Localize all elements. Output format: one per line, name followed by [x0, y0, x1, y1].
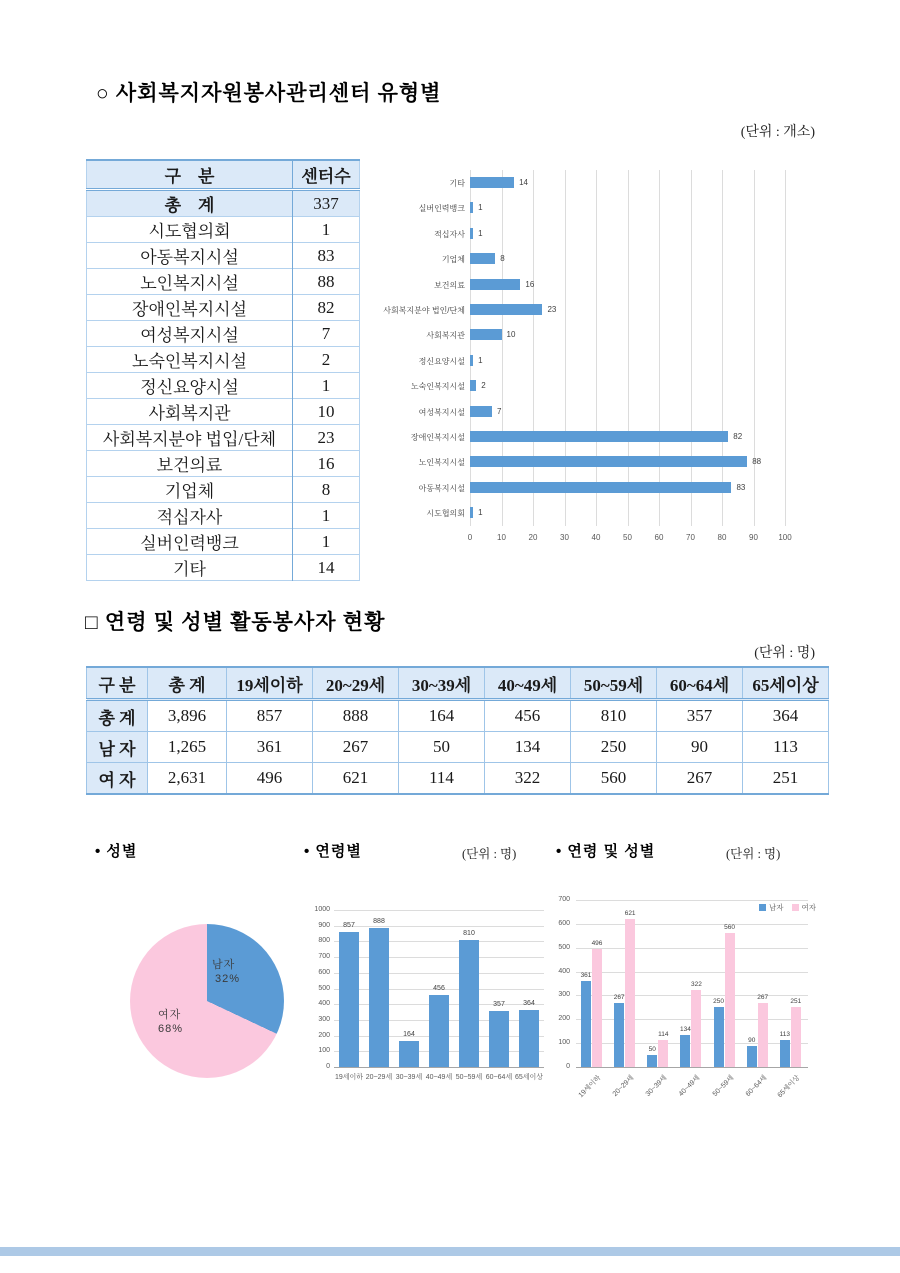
table1-category-cell: 보건의료	[87, 451, 293, 477]
bar	[725, 933, 735, 1067]
x-category-label: 19세이하	[577, 1074, 603, 1100]
bar-value-label: 267	[757, 994, 769, 1002]
table1-row	[87, 217, 360, 243]
table1-category-cell: 사회복지분야 법입/단체	[87, 425, 293, 451]
table1-category-cell: 아동복지시설	[87, 243, 293, 269]
bar	[747, 1046, 757, 1067]
bar-value-label: 560	[724, 924, 735, 932]
bar-value-label: 134	[679, 1026, 691, 1034]
bar-value-label: 857	[343, 922, 355, 930]
age-gender-table	[86, 666, 829, 795]
bar	[691, 990, 701, 1067]
table1-row	[87, 295, 360, 321]
bar	[581, 981, 591, 1067]
bar-value-label: 810	[463, 929, 475, 937]
y-tick-label: 900	[318, 921, 330, 929]
y-tick-label: 600	[558, 919, 570, 927]
bar-value-label: 10	[506, 330, 516, 340]
bar	[470, 253, 495, 264]
table2-value-cell: 361	[227, 732, 313, 763]
table2-header-cell: 20~29세	[313, 667, 399, 700]
age-chart-unit-label: (단위 : 명)	[462, 847, 517, 861]
x-gridline	[470, 170, 471, 526]
section1-title: ○ 사회복지자원봉사관리센터 유형별	[96, 81, 442, 105]
pie-chart-title: • 성별	[95, 843, 138, 860]
bar-value-label: 357	[493, 1000, 505, 1008]
y-tick-label: 400	[558, 967, 570, 975]
bar-category-label: 아동복지시설	[418, 483, 465, 493]
table1-value-cell: 16	[317, 453, 335, 473]
bar	[470, 507, 473, 518]
y-tick-label: 300	[558, 991, 570, 999]
bar	[459, 940, 479, 1067]
x-tick-label: 80	[717, 532, 727, 542]
chart-legend	[759, 902, 816, 913]
table2-value-cell: 810	[571, 700, 657, 732]
section2-unit-label: (단위 : 명)	[754, 646, 815, 661]
x-category-label: 65세이상	[514, 1074, 544, 1081]
bar-value-label: 16	[525, 279, 535, 289]
y-gridline	[334, 957, 544, 958]
y-gridline	[334, 941, 544, 942]
x-tick-label: 50	[623, 532, 632, 542]
bar	[470, 482, 731, 493]
bar	[470, 177, 514, 188]
y-gridline	[334, 1067, 544, 1068]
y-gridline	[576, 972, 808, 973]
table1-category-cell: 실버인력뱅크	[87, 529, 293, 555]
bar-value-label: 114	[658, 1030, 669, 1038]
table1-category-cell: 총 계	[87, 190, 293, 217]
bar-value-label: 456	[433, 985, 445, 993]
x-gridline	[596, 170, 597, 526]
x-category-label: 60~64세	[744, 1074, 769, 1099]
table1-row	[87, 555, 360, 581]
y-tick-label: 500	[318, 984, 330, 992]
pie-value-female: 68%	[158, 1023, 184, 1035]
x-tick-label: 100	[778, 532, 792, 542]
y-tick-label: 400	[318, 1000, 330, 1008]
bar-value-label: 8	[500, 254, 505, 264]
table2-label-cell: 여 자	[87, 763, 148, 795]
y-gridline	[334, 926, 544, 927]
table2-header-cell: 50~59세	[571, 667, 657, 700]
y-gridline	[334, 973, 544, 974]
table2-row	[87, 700, 829, 732]
bar	[791, 1007, 801, 1067]
table1-value-cell: 1	[321, 219, 331, 239]
table1-category-cell: 적십자사	[87, 503, 293, 529]
bar	[592, 949, 602, 1067]
bar	[429, 995, 449, 1067]
bar-value-label: 1	[478, 355, 483, 365]
legend-swatch-icon	[759, 904, 766, 911]
x-category-label: 20~29세	[365, 1074, 393, 1081]
bar-category-label: 보건의료	[434, 280, 465, 290]
table1-value-cell: 14	[317, 557, 335, 577]
y-gridline	[576, 900, 808, 901]
bar	[470, 456, 747, 467]
table2-value-cell: 164	[399, 700, 485, 732]
y-tick-label: 100	[558, 1039, 570, 1047]
table1-value-cell: 1	[321, 531, 331, 551]
table2-value-cell: 114	[399, 763, 485, 795]
table2-header-cell: 65세이상	[743, 667, 829, 700]
table2-label-cell: 남 자	[87, 732, 148, 763]
x-category-label: 60~64세	[485, 1074, 513, 1081]
grouped-chart-unit-label: (단위 : 명)	[726, 847, 781, 861]
table1-row	[87, 451, 360, 477]
bar-value-label: 88	[752, 457, 762, 467]
y-tick-label: 500	[558, 943, 570, 951]
y-tick-label: 200	[318, 1031, 330, 1039]
bar-category-label: 장애인복지시설	[410, 433, 465, 442]
bar-category-label: 여성복지시설	[418, 407, 465, 417]
bar-category-label: 사회복지분야 법인/단체	[383, 306, 465, 315]
table1-category-cell: 여성복지시설	[87, 321, 293, 347]
table1-value-cell: 8	[321, 479, 331, 499]
x-category-label: 50~59세	[711, 1074, 735, 1099]
pie-value-male: 32%	[215, 973, 241, 985]
table2-value-cell: 90	[657, 732, 743, 763]
y-tick-label: 800	[318, 937, 330, 945]
table2-value-cell: 621	[313, 763, 399, 795]
table1-value-cell: 337	[313, 193, 339, 213]
x-tick-label: 90	[749, 532, 758, 542]
bar-category-label: 노인복지시설	[418, 458, 465, 468]
x-gridline	[628, 170, 629, 526]
x-gridline	[785, 170, 786, 526]
table2-value-cell: 888	[313, 700, 399, 732]
legend-item	[792, 902, 817, 913]
bar-value-label: 164	[403, 1031, 415, 1039]
x-tick-label: 20	[528, 532, 538, 542]
x-tick-label: 70	[686, 532, 695, 542]
bar-category-label: 정신요양시설	[418, 356, 465, 366]
table1-row	[87, 373, 360, 399]
table2-value-cell: 251	[743, 763, 829, 795]
table1-header-cell: 구 분	[87, 160, 293, 190]
table1-value-cell: 23	[317, 427, 335, 447]
bar	[625, 919, 635, 1067]
legend-label: 남자	[769, 903, 784, 912]
table1-value-cell: 7	[321, 323, 331, 343]
table2-header-cell: 30~39세	[399, 667, 485, 700]
x-gridline	[565, 170, 566, 526]
bar-value-label: 90	[748, 1036, 756, 1044]
bar	[369, 928, 389, 1067]
section2-title: □ 연령 및 성별 활동봉사자 현황	[85, 610, 386, 634]
bar-category-label: 적십자사	[434, 229, 465, 239]
table2-value-cell: 560	[571, 763, 657, 795]
table1-row	[87, 399, 360, 425]
table1-category-cell: 장애인복지시설	[87, 295, 293, 321]
table1-row	[87, 321, 360, 347]
table2-row	[87, 763, 829, 795]
pie-label-male: 남자	[212, 959, 236, 971]
x-tick-label: 0	[467, 532, 473, 542]
y-tick-label: 700	[318, 953, 330, 961]
table2-value-cell: 2,631	[148, 763, 227, 795]
bar-value-label: 364	[523, 999, 535, 1007]
x-gridline	[502, 170, 503, 526]
table2-value-cell: 456	[485, 700, 571, 732]
bar	[519, 1010, 539, 1067]
bar-value-label: 14	[519, 178, 528, 187]
bar	[780, 1040, 790, 1067]
x-gridline	[533, 170, 534, 526]
bar	[339, 932, 359, 1067]
pie-slices	[130, 924, 284, 1078]
grouped-chart-title: • 연령 및 성별	[556, 843, 656, 860]
x-category-label: 20~29세	[611, 1074, 636, 1099]
bar-value-label: 888	[373, 917, 385, 925]
y-tick-label: 0	[326, 1063, 330, 1070]
table1-category-cell: 노인복지시설	[87, 269, 293, 295]
bar	[489, 1011, 509, 1067]
table2-value-cell: 267	[657, 763, 743, 795]
x-category-label: 65세이상	[776, 1074, 802, 1100]
pie-label-female: 여자	[158, 1009, 182, 1021]
table2-value-cell: 364	[743, 700, 829, 732]
bar-category-label: 사회복지관	[426, 331, 465, 341]
x-gridline	[754, 170, 755, 526]
bar-value-label: 251	[790, 998, 802, 1006]
bar	[470, 279, 520, 290]
y-tick-label: 0	[566, 1063, 570, 1070]
bar	[647, 1055, 657, 1067]
table2-value-cell: 134	[485, 732, 571, 763]
bar-value-label: 50	[648, 1046, 656, 1054]
bar-category-label: 기타	[449, 179, 465, 188]
table2-row	[87, 732, 829, 763]
table1-row	[87, 529, 360, 555]
bar-value-label: 113	[779, 1031, 791, 1039]
bar	[470, 329, 502, 340]
bar	[614, 1003, 624, 1067]
table2-value-cell: 267	[313, 732, 399, 763]
table1-category-cell: 기업체	[87, 477, 293, 503]
x-category-label: 30~39세	[395, 1074, 423, 1081]
bar-value-label: 621	[624, 909, 636, 917]
bar-value-label: 2	[481, 381, 486, 391]
table1-value-cell: 10	[317, 401, 335, 421]
bar-category-label: 시도협의회	[426, 509, 465, 519]
x-gridline	[691, 170, 692, 526]
bar	[470, 355, 473, 366]
x-tick-label: 10	[497, 532, 506, 542]
table2-header-cell: 60~64세	[657, 667, 743, 700]
bar	[470, 380, 476, 391]
table2-value-cell: 50	[399, 732, 485, 763]
y-tick-label: 700	[558, 896, 570, 903]
x-tick-label: 40	[591, 532, 601, 542]
table1-category-cell: 시도협의회	[87, 217, 293, 243]
x-gridline	[659, 170, 660, 526]
x-gridline	[722, 170, 723, 526]
table2-value-cell: 322	[485, 763, 571, 795]
x-category-label: 40~49세	[678, 1074, 702, 1099]
table1-value-cell: 1	[321, 375, 331, 395]
table1-row	[87, 477, 360, 503]
bar-category-label: 기업체	[441, 255, 465, 265]
table1-value-cell: 1	[321, 505, 331, 525]
x-category-label: 40~49세	[425, 1074, 453, 1081]
bar-category-label: 노숙인복지시설	[410, 382, 465, 392]
bar	[470, 202, 473, 213]
x-category-label: 30~39세	[645, 1074, 669, 1099]
table1-row	[87, 503, 360, 529]
table2-label-cell: 총 계	[87, 700, 148, 732]
table1-value-cell: 88	[317, 271, 335, 291]
age-bar-chart	[306, 896, 551, 1091]
bar-value-label: 23	[547, 305, 557, 314]
bar-value-label: 82	[733, 432, 743, 441]
table2-value-cell: 250	[571, 732, 657, 763]
bar-value-label: 1	[478, 203, 483, 213]
bar-value-label: 322	[690, 981, 702, 989]
bar	[658, 1040, 668, 1067]
legend-item	[759, 902, 784, 913]
table1-value-cell: 82	[317, 297, 335, 317]
y-tick-label: 200	[558, 1015, 570, 1023]
footer-bar	[0, 1247, 900, 1256]
x-tick-label: 60	[654, 532, 664, 542]
center-type-table	[86, 159, 360, 581]
table2-header-cell: 19세이하	[227, 667, 313, 700]
bar-value-label: 7	[497, 406, 502, 416]
table1-category-cell: 기타	[87, 555, 293, 581]
bar-value-label: 1	[478, 228, 483, 238]
table1-row	[87, 243, 360, 269]
table2-value-cell: 3,896	[148, 700, 227, 732]
y-tick-label: 300	[318, 1015, 330, 1023]
table1-header-row	[87, 160, 360, 190]
bar-value-label: 496	[591, 939, 603, 947]
y-tick-label: 100	[318, 1047, 330, 1055]
table1-category-cell: 사회복지관	[87, 399, 293, 425]
bar	[470, 228, 473, 239]
table2-header-cell: 구 분	[87, 667, 148, 700]
center-type-bar-chart	[385, 167, 825, 552]
y-tick-label: 1000	[314, 906, 330, 913]
bar-value-label: 267	[613, 994, 625, 1002]
table1-category-cell: 노숙인복지시설	[87, 347, 293, 373]
table1-row	[87, 269, 360, 295]
table2-header-cell: 총 계	[148, 667, 227, 700]
table1-header-cell: 센터수	[301, 167, 351, 186]
x-category-label: 19세이하	[334, 1074, 364, 1081]
table1-row	[87, 425, 360, 451]
age-gender-grouped-chart	[550, 888, 820, 1123]
y-gridline	[576, 924, 808, 925]
bar	[470, 406, 492, 417]
bar	[680, 1035, 690, 1067]
y-gridline	[334, 910, 544, 911]
bar-value-label: 83	[736, 482, 746, 492]
table1-category-cell: 정신요양시설	[87, 373, 293, 399]
bar-value-label: 1	[478, 508, 483, 518]
section1-unit-label: (단위 : 개소)	[740, 125, 815, 140]
table2-header-cell: 40~49세	[485, 667, 571, 700]
bar	[714, 1007, 724, 1067]
table2-value-cell: 1,265	[148, 732, 227, 763]
table1-row	[87, 190, 360, 217]
table2-value-cell: 357	[657, 700, 743, 732]
bar	[470, 304, 542, 315]
table2-value-cell: 496	[227, 763, 313, 795]
table1-value-cell: 83	[317, 245, 335, 265]
bar-category-label: 실버인력뱅크	[418, 204, 465, 214]
table2-header-row	[87, 667, 829, 700]
bar	[399, 1041, 419, 1067]
bar-value-label: 361	[580, 971, 592, 979]
legend-swatch-icon	[792, 904, 799, 911]
bar	[758, 1003, 768, 1067]
age-chart-title: • 연령별	[304, 843, 362, 860]
bar-value-label: 250	[713, 998, 724, 1006]
y-gridline	[576, 1067, 808, 1068]
y-gridline	[576, 948, 808, 949]
y-tick-label: 600	[318, 968, 330, 976]
legend-label: 여자	[801, 903, 816, 912]
x-category-label: 50~59세	[455, 1074, 483, 1081]
table1-row	[87, 347, 360, 373]
bar	[470, 431, 728, 442]
table2-value-cell: 857	[227, 700, 313, 732]
table2-value-cell: 113	[743, 732, 829, 763]
x-tick-label: 30	[560, 532, 569, 542]
table1-value-cell: 2	[321, 349, 331, 369]
gender-pie-chart	[118, 910, 298, 1080]
